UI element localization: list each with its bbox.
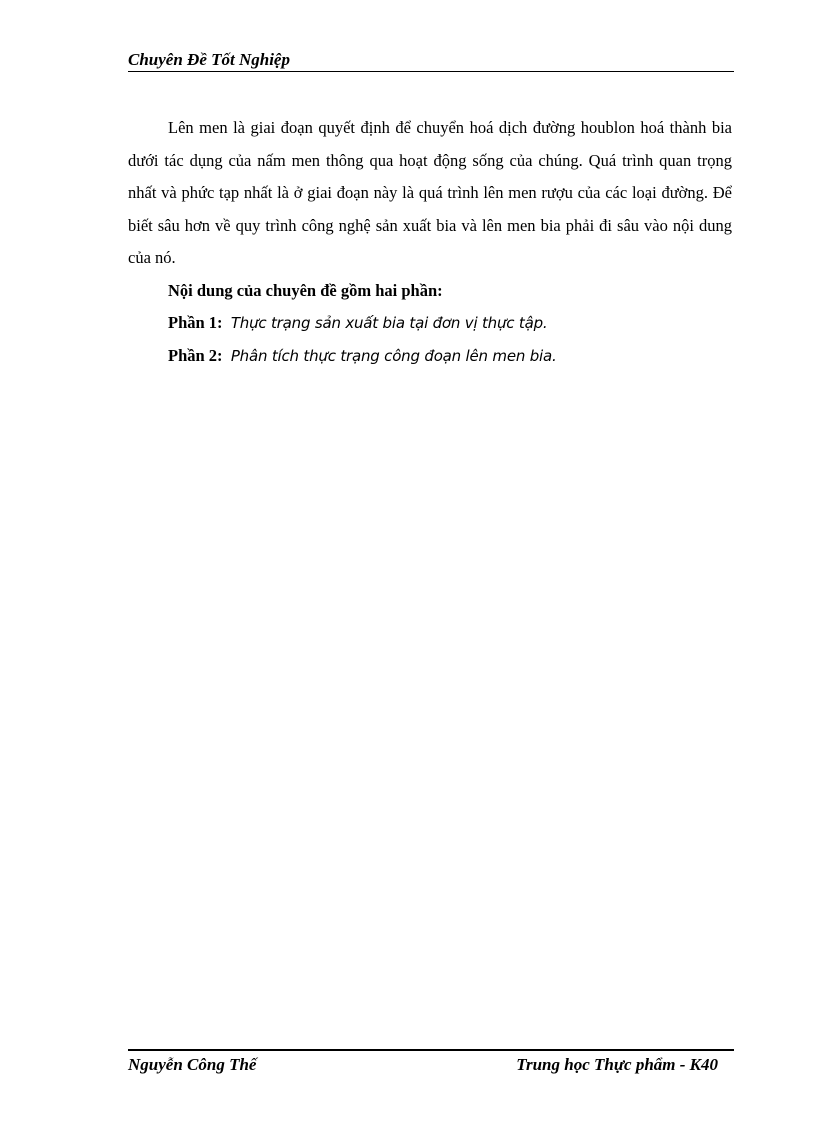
footer-school: Trung học Thực phẩm - K40 [516,1055,718,1074]
part-description: Thực trạng sản xuất bia tại đơn vị thực tập. [230,314,548,332]
outline-heading: Nội dung của chuyên đề gồm hai phần: [168,280,443,300]
header-title: Chuyên Đề Tốt Nghiệp [128,50,290,69]
header-divider [128,71,734,72]
page-footer [128,1049,734,1079]
part-label: Phần 1: [168,313,223,332]
part-description: Phân tích thực trạng công đoạn lên men bia. [230,346,557,365]
part-item [128,340,732,373]
part-label: Phần 2: [168,345,223,365]
intro-paragraph: Lên men là giai đoạn quyết định để chuyển hoá dịch đường houblon hoá thành bia dưới tác dụng của nấm men thông qua hoạt động sống của chúng. Quá trình quan trọng nhất và phức tạp nhất là ở giai đoạn này là quá trình lên men rượu của các loại đường. Để biết sâu hơn về quy trình công nghệ sản xuất bia và lên men bia phải đi sâu vào nội dung của nó. [128,118,732,267]
footer-author: Nguyễn Công Thế [128,1055,257,1074]
footer-divider [128,1049,734,1051]
document-body [128,112,732,372]
page-header [128,50,734,72]
part-item [128,307,732,340]
